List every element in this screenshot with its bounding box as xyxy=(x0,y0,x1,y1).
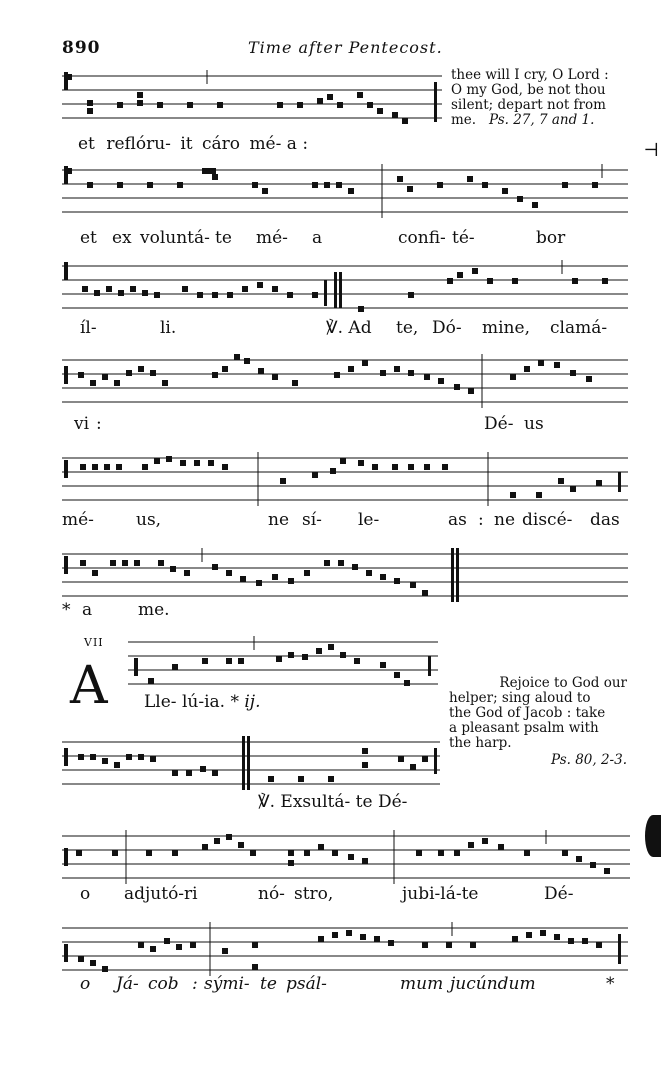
syllable: mum xyxy=(400,974,444,994)
syllable: mé- xyxy=(249,134,282,154)
syllable: ℣. Ad xyxy=(326,318,372,338)
staff-1 xyxy=(62,68,444,130)
translation-1-line-3: silent; depart not from xyxy=(451,97,606,113)
syllable: psál- xyxy=(286,974,327,994)
syllable: cob xyxy=(148,974,179,994)
translation-1-line-4: me. xyxy=(451,112,477,128)
syllable: Já- xyxy=(116,974,139,994)
syllable: Dé- xyxy=(484,414,514,434)
syllable: té- xyxy=(452,228,475,248)
syllable: Dé- xyxy=(544,884,574,904)
syllable: voluntá- xyxy=(140,228,210,248)
syllable: jucúndum xyxy=(450,974,536,994)
syllable: : xyxy=(192,974,198,994)
lyric-line-7 xyxy=(144,692,260,712)
syllable: o xyxy=(80,884,91,904)
syllable: a xyxy=(82,600,93,620)
syllable: ne xyxy=(494,510,516,530)
syllable: cáro xyxy=(202,134,241,154)
translation-2 xyxy=(449,676,627,768)
syllable: : xyxy=(96,414,102,434)
syllable: te xyxy=(355,792,373,812)
syllable: te xyxy=(215,228,232,248)
page-title: Time after Pentecost. xyxy=(248,38,443,57)
syllable: nó- xyxy=(258,884,285,904)
syllable: te xyxy=(260,974,277,994)
staff-3 xyxy=(62,258,632,318)
syllable: li. xyxy=(160,318,177,338)
syllable: * xyxy=(62,600,71,620)
syllable: us xyxy=(524,414,544,434)
staff-6 xyxy=(62,546,632,608)
syllable: confi- xyxy=(398,228,446,248)
page-number: 890 xyxy=(62,38,101,58)
syllable: sí- xyxy=(302,510,322,530)
staff-7 xyxy=(128,634,440,696)
syllable: Lle- xyxy=(144,692,177,712)
syllable: stro, xyxy=(294,884,334,904)
syllable: mé- xyxy=(256,228,288,248)
staff-1-svg xyxy=(62,68,444,130)
syllable: ij. xyxy=(244,692,261,712)
translation-1 xyxy=(451,68,609,128)
margin-blot xyxy=(645,815,661,857)
translation-1-line-1: thee will I cry, O Lord : xyxy=(451,67,609,83)
syllable: me. xyxy=(138,600,170,620)
syllable: jubi-lá-te xyxy=(402,884,479,904)
translation-2-line-3: the God of Jacob : take xyxy=(449,705,606,721)
translation-2-line-4: a pleasant psalm with xyxy=(449,720,599,736)
syllable: te, xyxy=(396,318,419,338)
staff-4 xyxy=(62,352,632,412)
syllable: sými- xyxy=(204,974,250,994)
margin-mark: ⊣ xyxy=(643,140,659,161)
staff-5 xyxy=(62,450,632,510)
syllable: * xyxy=(230,692,239,712)
syllable: clamá- xyxy=(550,318,608,338)
syllable: mine, xyxy=(482,318,530,338)
syllable: et xyxy=(80,228,97,248)
translation-2-line-1: Rejoice to God our xyxy=(499,675,627,691)
staff-8 xyxy=(62,734,444,794)
translation-1-ref: Ps. 27, 7 and 1. xyxy=(488,112,595,128)
initial-letter: A xyxy=(70,656,108,716)
syllable: a xyxy=(312,228,323,248)
lyric-line-8 xyxy=(258,792,407,812)
syllable: das xyxy=(590,510,620,530)
syllable: le- xyxy=(358,510,380,530)
syllable: it xyxy=(180,134,193,154)
lyric-line-1 xyxy=(78,134,308,154)
syllable: ex xyxy=(112,228,132,248)
syllable: Dé- xyxy=(377,792,408,812)
staff-10 xyxy=(62,920,632,980)
syllable: ne xyxy=(268,510,290,530)
syllable: : xyxy=(302,134,309,154)
syllable: Dó- xyxy=(432,318,462,338)
staff-2 xyxy=(62,162,632,222)
syllable: vi xyxy=(74,414,90,434)
syllable: * xyxy=(606,974,615,994)
syllable: : xyxy=(478,510,484,530)
syllable: discé- xyxy=(522,510,573,530)
syllable: bor xyxy=(536,228,566,248)
syllable: et xyxy=(78,134,95,154)
syllable: adjutó-ri xyxy=(124,884,198,904)
translation-2-line-2: helper; sing aloud to xyxy=(449,690,591,706)
syllable: lú-ia. xyxy=(181,692,226,712)
syllable: reflóru- xyxy=(106,134,171,154)
syllable: a xyxy=(286,134,297,154)
translation-2-line-5: the harp. xyxy=(449,735,512,751)
syllable: íl- xyxy=(80,318,97,338)
translation-1-line-2: O my God, be not thou xyxy=(451,82,606,98)
syllable: us, xyxy=(136,510,162,530)
translation-2-ref: Ps. 80, 2-3. xyxy=(550,752,627,768)
staff-9 xyxy=(62,828,634,888)
syllable: o xyxy=(80,974,91,994)
mode-label: VII xyxy=(84,636,104,649)
syllable: ℣. Exsultá- xyxy=(258,792,351,812)
syllable: mé- xyxy=(62,510,94,530)
syllable: as xyxy=(448,510,467,530)
